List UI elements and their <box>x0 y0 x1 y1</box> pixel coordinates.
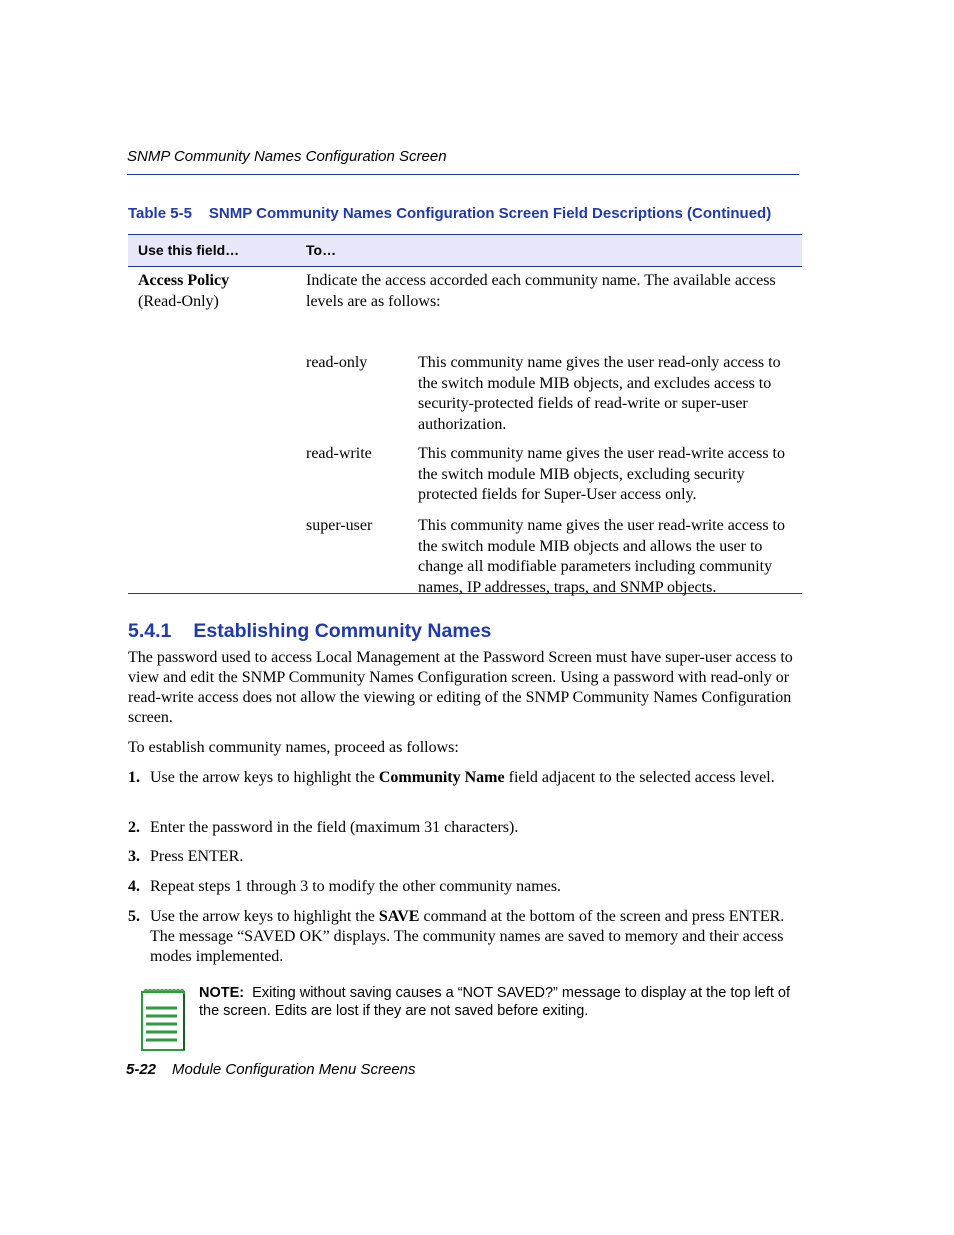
level-description-read-only: This community name gives the user read-only access to the switch module MIB objects, and excludes access to security-protected fields of read-write or super-user authorization. <box>418 354 781 433</box>
step-text: Repeat steps 1 through 3 to modify the other community names. <box>150 878 562 895</box>
step-text: Use the arrow keys to highlight the <box>150 908 379 925</box>
table-caption-number: Table 5-5 <box>128 205 192 222</box>
step-number: 1. <box>128 769 140 786</box>
step-text-after: command at the bottom of the screen and press ENTER. The message “SAVED OK” displays. The community names are saved to memory and their access modes implemented. <box>150 908 785 965</box>
step-number: 2. <box>128 819 140 836</box>
level-term-super-user: super-user <box>306 517 373 534</box>
level-description-read-write: This community name gives the user read-write access to the switch module MIB objects, excluding security protected fields for Super-User access only. <box>418 445 785 503</box>
table-caption <box>128 205 771 222</box>
section-heading <box>128 620 491 643</box>
table-body-row <box>128 267 802 594</box>
page-number: 5-22 <box>126 1061 157 1078</box>
level-term-read-write: read-write <box>306 445 372 462</box>
field-name-cell <box>138 271 229 312</box>
step-text-after: field adjacent to the selected access level. <box>504 769 775 786</box>
level-term-read-only: read-only <box>306 354 368 371</box>
running-head: SNMP Community Names Configuration Screen <box>127 148 447 165</box>
field-qualifier: (Read-Only) <box>138 292 219 310</box>
step-2 <box>128 818 800 838</box>
column-header-field: Use this field… <box>138 242 240 258</box>
chapter-title: Module Configuration Menu Screens <box>172 1061 416 1078</box>
step-number: 5. <box>128 908 140 925</box>
note <box>199 984 799 1020</box>
step-4 <box>128 877 800 897</box>
step-number: 3. <box>128 848 140 865</box>
step-1 <box>128 768 800 788</box>
field-description-table <box>128 234 802 594</box>
header-rule <box>127 174 799 175</box>
note-label: NOTE: <box>199 985 245 1001</box>
step-bold-text: Community Name <box>378 769 505 786</box>
field-name: Access Policy <box>138 272 230 289</box>
page-footer <box>126 1061 416 1078</box>
step-3 <box>128 847 800 867</box>
section-paragraph-2: To establish community names, proceed as follows: <box>128 739 459 756</box>
column-header-to: To… <box>306 242 337 258</box>
step-5 <box>128 907 800 967</box>
step-text: Enter the password in the field (maximum 31 characters). <box>150 819 519 836</box>
level-description-super-user: This community name gives the user read-write access to the switch module MIB objects and allows the user to change all modifiable parameters including community names, IP addresses, traps, and SNMP objects. <box>418 517 785 596</box>
section-title: Establishing Community Names <box>193 620 492 642</box>
notepad-icon <box>140 986 186 1052</box>
section-number: 5.4.1 <box>128 620 172 642</box>
step-text: Press ENTER. <box>150 848 244 865</box>
table-caption-title: SNMP Community Names Configuration Screen Field Descriptions (Continued) <box>208 205 772 222</box>
step-text: Use the arrow keys to highlight the <box>150 769 379 786</box>
step-number: 4. <box>128 878 140 895</box>
note-text: Exiting without saving causes a “NOT SAVED?” message to display at the top left of the screen. Edits are lost if they are not saved before exiting. <box>199 985 791 1019</box>
table-header-row <box>128 234 802 267</box>
section-paragraph-1: The password used to access Local Management at the Password Screen must have super-user access to view and edit the SNMP Community Names Configuration screen. Using a password with read-only or read-write access does not allow the viewing or editing of the SNMP Community Names Configuration screen. <box>128 649 793 726</box>
step-bold-text: SAVE <box>378 908 420 925</box>
field-intro: Indicate the access accorded each community name. The available access levels are as follows: <box>306 272 776 310</box>
